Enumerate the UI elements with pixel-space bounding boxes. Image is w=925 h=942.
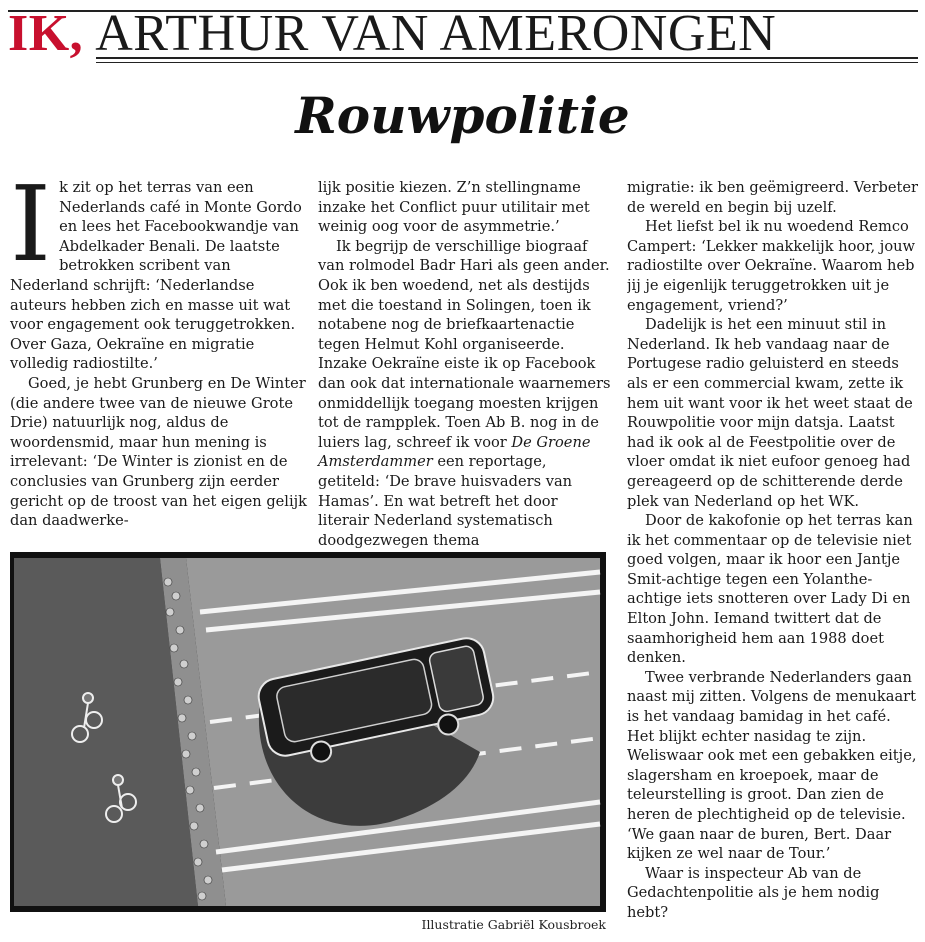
drop-cap: I (10, 163, 52, 285)
magazine-title: De Groene Amsterdammer (318, 433, 591, 471)
paragraph: k zit op het terras van een Nederlands café in Monte Gordo en lees het Facebookwandje van Abdelkader Benali. De laatste betrokken scribent van Nederland schrijft: ‘Nederlandse auteurs hebben zich en masse uit wat voor engagement ook teruggetrokken. Over Gaza, Oekraïne en migratie volledig radiostilte.’ (10, 179, 302, 373)
header-bottom-rule-thin (96, 62, 918, 63)
text-column-3 (627, 178, 919, 940)
paragraph: Ik begrijp de verschillige biograaf van rolmodel Badr Hari als geen ander. Ook ik ben woedend, net als destijds met die toestand in Solingen, toen ik notabene nog de briefkaartenactie tegen Helmut Kohl organiseerde. Inzake Oekraïne eiste ik op Facebook dan ook dat internationale waarnemers onmiddellijk toegang moesten krijgen tot de rampplek. Toen Ab B. nog in de luiers lag, schreef ik voor De Groene Amsterdammer een reportage, getiteld: ‘De brave huisvaders van Hamas’. En wat betreft het door literair Nederland systematisch doodgezwegen thema (318, 237, 611, 549)
paragraph: lijk positie kiezen. Z’n stellingname inzake het Conflict puur utilitair met weinig oog voor de asymmetrie.’ (318, 179, 590, 236)
header-bottom-rule (96, 57, 918, 59)
paragraph: Goed, je hebt Grunberg en De Winter (die andere twee van de nieuwe Grote Drie) natuurlijk nog, aldus de woordensmid, maar hun mening is irrelevant: ‘De Winter is zionist en de conclusies van Grunberg zijn eerder gericht op de troost van het eigen gelijk dan daadwerke- (10, 374, 308, 530)
illustration-hearse (10, 552, 606, 912)
paragraph: Twee verbrande Nederlanders gaan naast mij zitten. Volgens de menukaart is het vandaag bamidag in het café. Het blijkt echter nasidag te zijn. Weliswaar ook met een gebakken eitje, slagersham en kroepoek, maar de teleurstelling is groot. Dan zien de heren de plechtigheid op de televisie. ‘We gaan naar de buren, Bert. Daar kijken ze wel naar de Tour.’ (627, 668, 917, 863)
paragraph: migratie: ik ben geëmigreerd. Verbeter de wereld en begin bij uzelf. (627, 179, 918, 216)
paragraph: Het liefst bel ik nu woedend Remco Campert: ‘Lekker makkelijk hoor, jouw radiostilte over Oekraïne. Waarom heb jij je eigenlijk teruggetrokken uit je engagement, vriend?’ (627, 218, 916, 314)
paragraph: Dadelijk is het een minuut stil in Nederland. Ik heb vandaag naar de Portugese radio geluisterd en steeds als er een commercial kwam, zette ik hem uit want voor ik het weet staat de Rouwpolitie voor mijn datsja. Laatst had ik ook al de Feestpolitie over de vloer omdat ik niet eufoor genoeg had gereageerd op de schitterende derde plek van Nederland op het WK. (627, 316, 913, 510)
column-kicker (8, 6, 776, 62)
column-label: IK, (8, 5, 84, 62)
text-column-2 (318, 178, 612, 550)
illustration-credit: Illustratie Gabriël Kousbroek (421, 917, 606, 932)
text-column-1 (10, 163, 308, 531)
paragraph: Door de kakofonie op het terras kan ik het commentaar op de televisie niet goed volgen, maar ik hoor een Jantje Smit-achtige tegen een Yolanthe-achtige iets snotteren over Lady Di en Elton John. Iemand twittert dat de saamhorigheid hem aan 1988 doet denken. (627, 512, 913, 667)
column-header (8, 2, 918, 66)
paragraph: Waar is inspecteur Ab van de Gedachtenpolitie als je hem nodig hebt? (627, 864, 880, 921)
article-title: Rouwpolitie (295, 86, 630, 145)
author-name: ARTHUR VAN AMERONGEN (95, 5, 777, 62)
